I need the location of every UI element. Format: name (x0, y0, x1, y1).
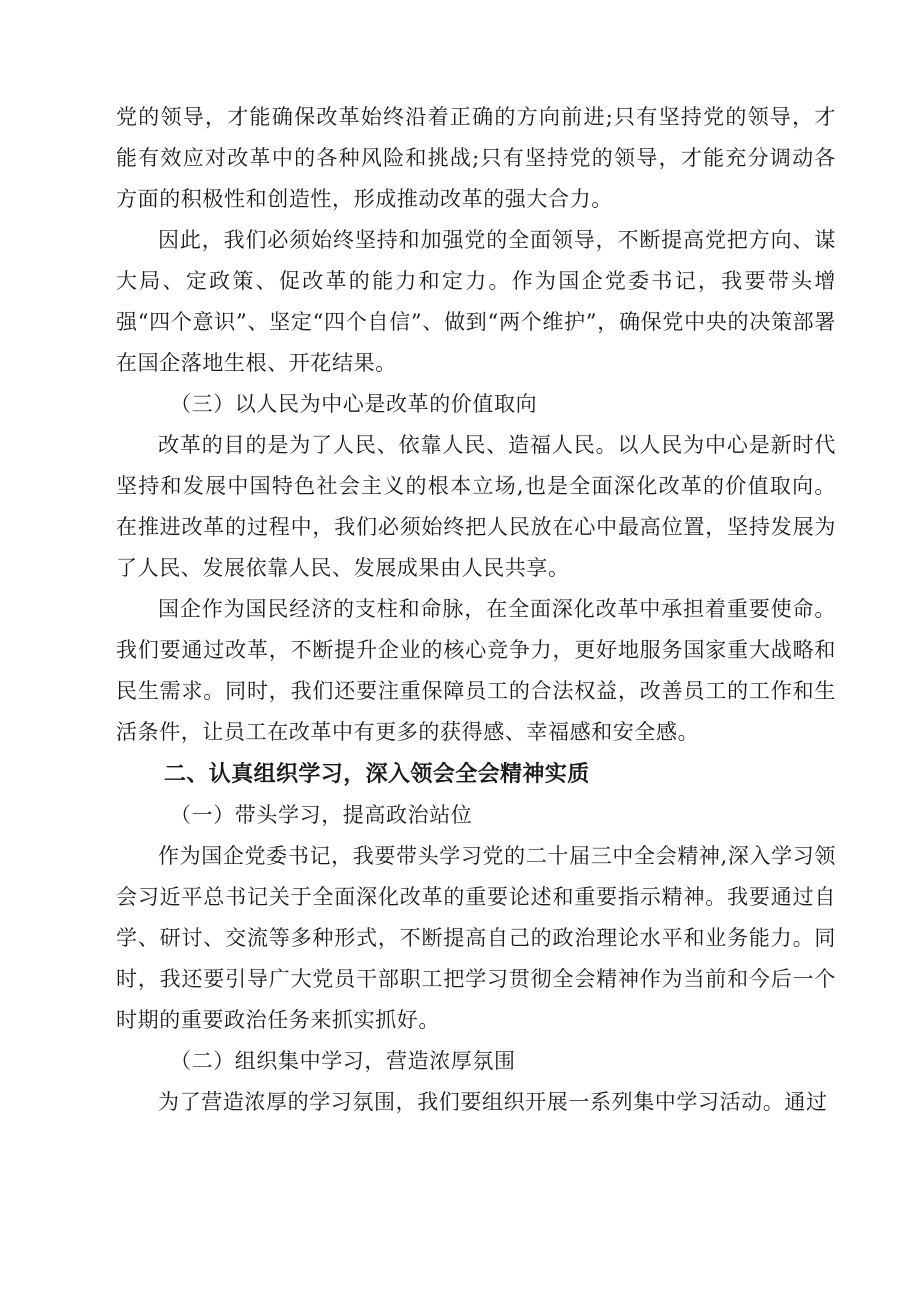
paragraph-soe-mission: 国企作为国民经济的支柱和命脉，在全面深化改革中承担着重要使命。我们要通过改革，不断提升企业的核心竞争力，更好地服务国家重大战略和民生需求。同时，我们还要注重保障员工的合法权益，改善员工的工作和生活条件，让员工在改革中有更多的获得感、幸福感和安全感。 (116, 597, 836, 744)
paragraph-organize-study: 为了营造浓厚的学习氛围，我们要组织开展一系列集中学习活动。通过 (158, 1090, 828, 1114)
subheading-lead-study: （一）带头学习，提高政治站位 (170, 803, 473, 827)
paragraph-strengthen-leadership: 因此，我们必须始终坚持和加强党的全面领导，不断提高党把方向、谋大局、定政策、促改革的能力和定力。作为国企党委书记，我要带头增强“四个意识”、坚定“四个自信”、做到“两个维护”，确保党中央的决策部署在国企落地生根、开花结果。 (116, 228, 836, 375)
paragraph-lead-study: 作为国企党委书记，我要带头学习党的二十届三中全会精神,深入学习领会习近平总书记关于全面深化改革的重要论述和重要指示精神。我要通过自学、研讨、交流等多种形式，不断提高自己的政治理论水平和业务能力。同时，我还要引导广大党员干部职工把学习贯彻全会精神作为当前和今后一个时期的重要政治任务来抓实抓好。 (116, 844, 836, 1032)
section-heading-study: 二、认真组织学习，深入领会全会精神实质 (164, 762, 590, 787)
subheading-organize-study: （二）组织集中学习，营造浓厚氛围 (170, 1049, 516, 1073)
document-body (116, 97, 836, 1123)
paragraph-party-leadership: 党的领导，才能确保改革始终沿着正确的方向前进;只有坚持党的领导，才能有效应对改革中的各种风险和挑战;只有坚持党的领导，才能充分调动各方面的积极性和创造性，形成推动改革的强大合力。 (116, 105, 836, 211)
subheading-people-centered: （三）以人民为中心是改革的价值取向 (170, 392, 538, 416)
paragraph-reform-for-people: 改革的目的是为了人民、依靠人民、造福人民。以人民为中心是新时代坚持和发展中国特色社会主义的根本立场,也是全面深化改革的价值取向。在推进改革的过程中，我们必须始终把人民放在心中最高位置，坚持发展为了人民、发展依靠人民、发展成果由人民共享。 (116, 433, 836, 580)
